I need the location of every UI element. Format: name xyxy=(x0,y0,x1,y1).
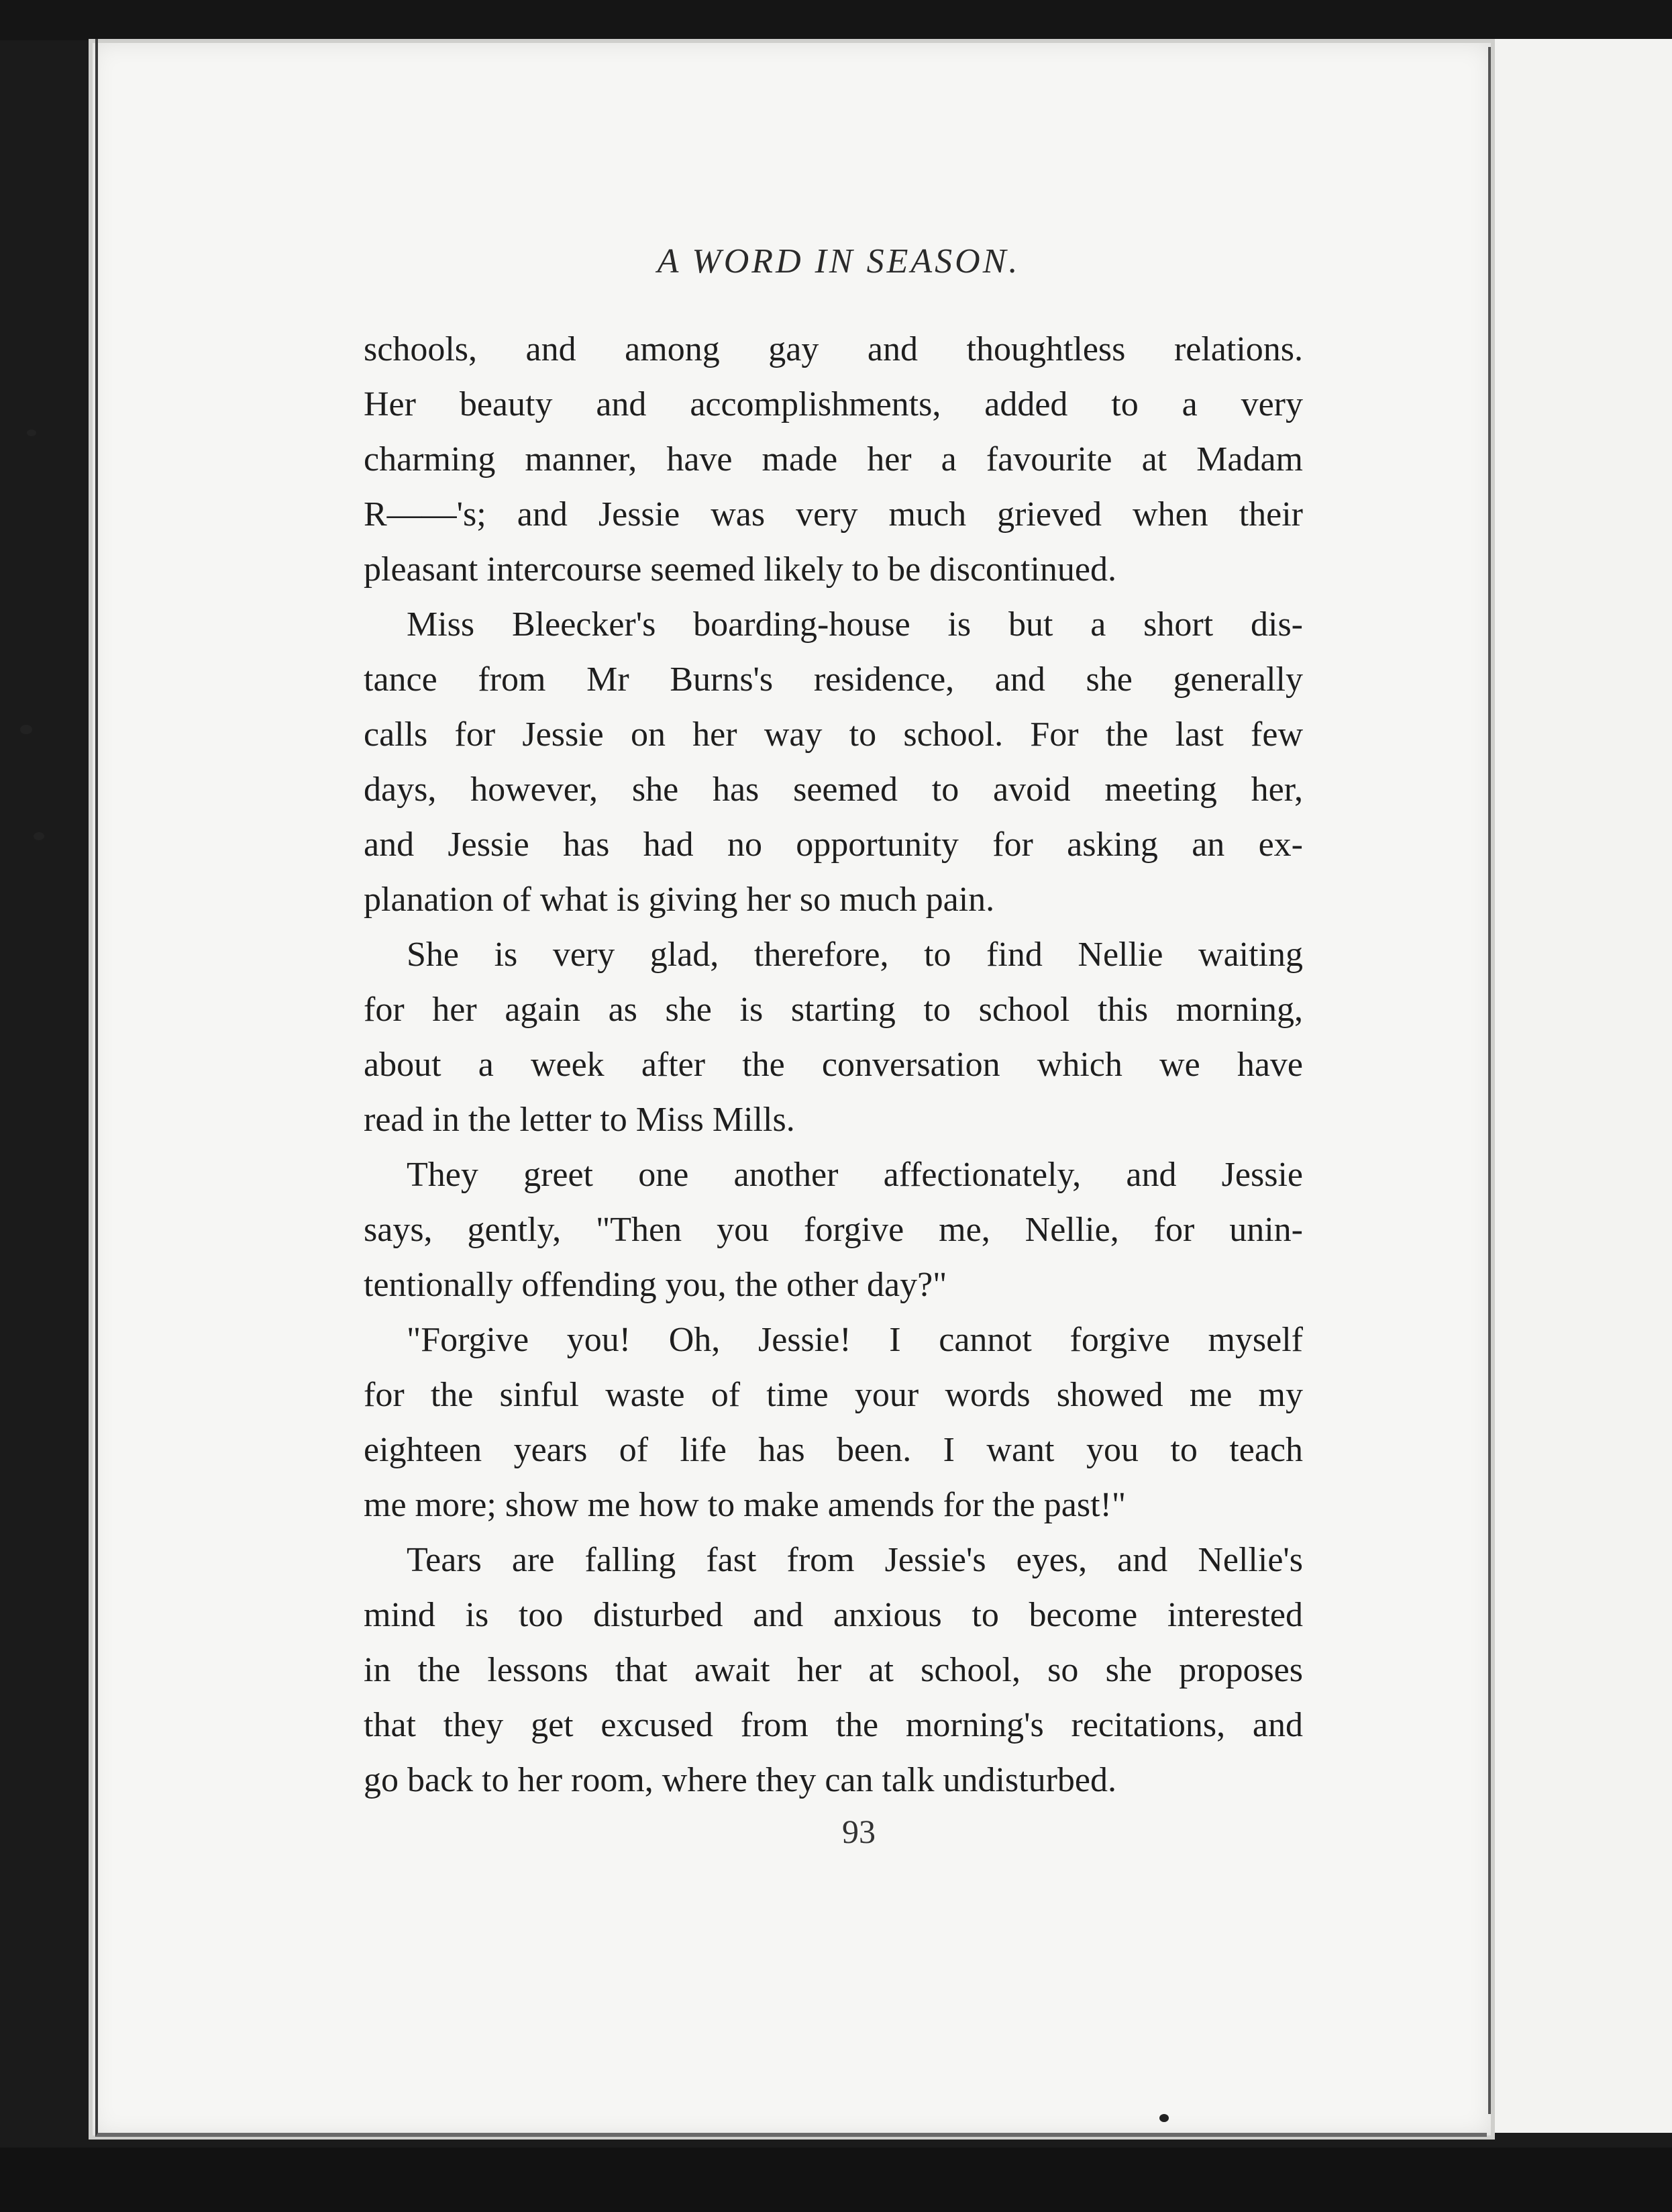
text-line: tentionally offending you, the other day?" xyxy=(364,1266,947,1304)
dust-speck xyxy=(27,430,36,436)
dust-speck xyxy=(1159,2114,1169,2122)
text-line: for the sinful waste of time your words showed me my xyxy=(364,1376,1303,1414)
text-line: She is very glad, therefore, to find Nellie waiting xyxy=(407,936,1303,974)
dust-speck xyxy=(20,725,32,734)
text-line: Tears are falling fast from Jessie's eyes, and Nellie's xyxy=(407,1541,1303,1579)
text-line: read in the letter to Miss Mills. xyxy=(364,1101,795,1139)
text-line: tance from Mr Burns's residence, and she generally xyxy=(364,660,1303,699)
text-line: me more; show me how to make amends for the past!" xyxy=(364,1486,1127,1524)
text-line: go back to her room, where they can talk undisturbed. xyxy=(364,1761,1116,1799)
text-line: and Jessie has had no opportunity for asking an ex- xyxy=(364,825,1303,864)
scanner-surround-top xyxy=(0,0,1672,40)
text-line: for her again as she is starting to school this morning, xyxy=(364,991,1303,1029)
page-number: 93 xyxy=(842,1813,876,1850)
text-line: calls for Jessie on her way to school. For the last few xyxy=(364,715,1303,754)
dust-speck xyxy=(34,832,44,840)
text-line: charming manner, have made her a favourite at Madam xyxy=(364,440,1303,479)
gutter-line xyxy=(1488,47,1491,2114)
text-line: mind is too disturbed and anxious to become interested xyxy=(364,1596,1303,1634)
text-line: Her beauty and accomplishments, added to a very xyxy=(364,385,1303,423)
scanner-surround-bottom xyxy=(0,2148,1672,2212)
text-line: They greet one another affectionately, and Jessie xyxy=(407,1156,1303,1194)
text-line: in the lessons that await her at school, so she proposes xyxy=(364,1651,1303,1689)
text-line: "Forgive you! Oh, Jessie! I cannot forgive myself xyxy=(407,1321,1303,1359)
text-line: Miss Bleecker's boarding-house is but a short dis- xyxy=(407,605,1303,644)
text-line: pleasant intercourse seemed likely to be discontinued. xyxy=(364,550,1116,589)
text-line: schools, and among gay and thoughtless relations. xyxy=(364,330,1303,368)
text-line: about a week after the conversation which we have xyxy=(364,1046,1303,1084)
text-line: days, however, she has seemed to avoid meeting her, xyxy=(364,770,1303,809)
text-line: R——'s; and Jessie was very much grieved when their xyxy=(364,495,1303,534)
text-line: that they get excused from the morning's recitations, and xyxy=(364,1706,1303,1744)
facing-page-edge xyxy=(1483,39,1672,2133)
text-line: eighteen years of life has been. I want you to teach xyxy=(364,1431,1303,1469)
running-head: A WORD IN SEASON. xyxy=(657,242,1021,281)
body-text xyxy=(364,322,1303,1808)
text-line: planation of what is giving her so much pain. xyxy=(364,881,995,919)
text-line: says, gently, "Then you forgive me, Nellie, for unin- xyxy=(364,1211,1303,1249)
